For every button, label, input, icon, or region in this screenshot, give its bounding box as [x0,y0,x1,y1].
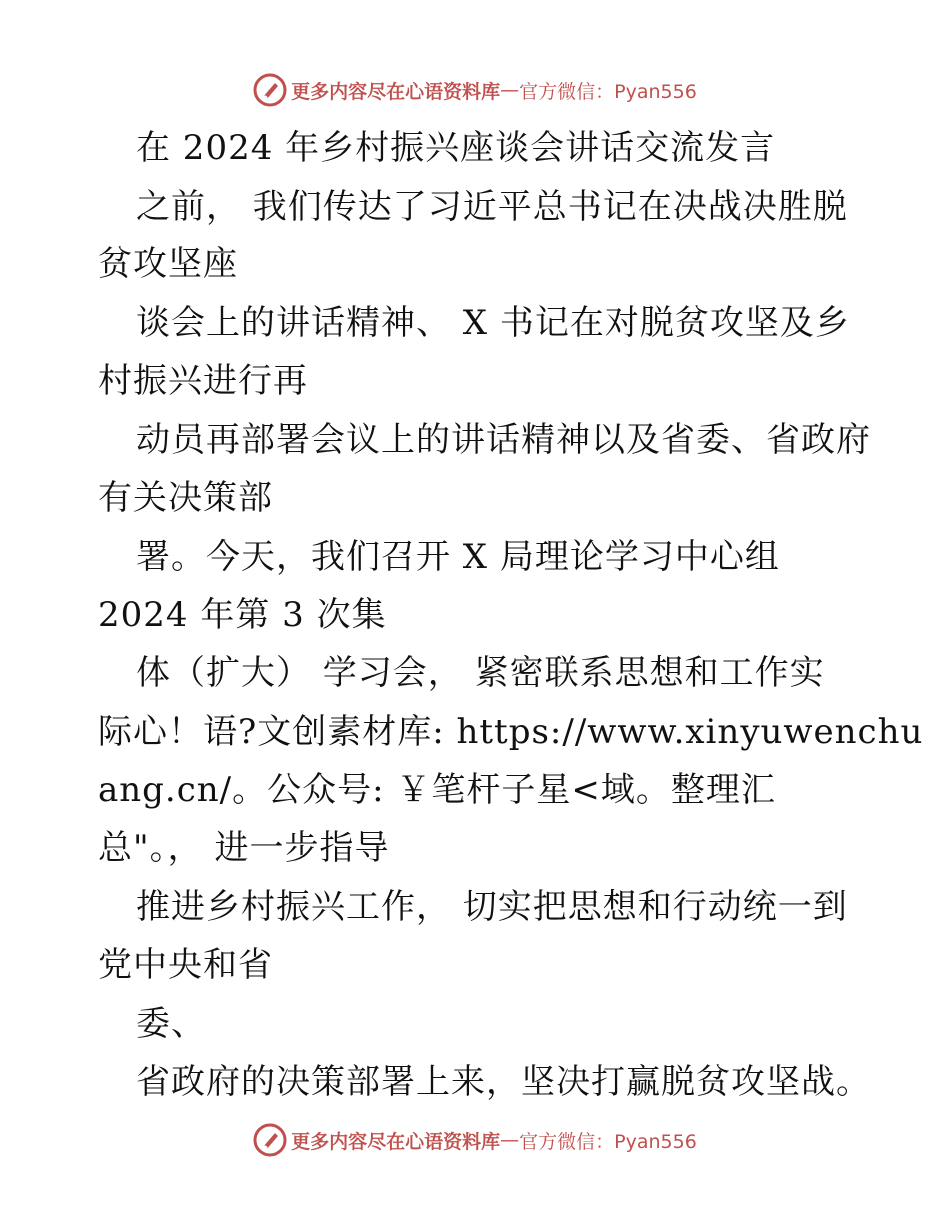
text-line-5: 村振兴进行再 [98,361,308,401]
watermark-brand: 更多内容尽在心语资料库 [291,80,501,103]
text-line-3: 贫攻坚座 [98,244,238,284]
text-line-6: 动员再部署会议上的讲话精神以及省委、省政府 [136,420,871,460]
text-line-7: 有关决策部 [98,478,273,518]
pen-nib-logo-icon [253,1123,287,1157]
text-line-12: ang.cn/。公众号: ￥笔杆子星<域。整理汇 [98,770,776,810]
text-line-16: 委、 [136,1004,206,1044]
text-line-13: 总"。， 进一步指导 [98,828,390,868]
text-line-15: 党中央和省 [98,945,273,985]
footer-watermark [0,1120,950,1160]
text-line-2: 之前， 我们传达了习近平总书记在决战决胜脱 [136,187,848,227]
text-line-9: 2024 年第 3 次集 [98,595,387,635]
text-line-10: 体（扩大） 学习会， 紧密联系思想和工作实 [136,653,825,693]
header-watermark [0,70,950,110]
text-line-14: 推进乡村振兴工作， 切实把思想和行动统一到 [136,887,848,927]
watermark-brand: 更多内容尽在心语资料库 [291,1130,501,1153]
text-line-11: 际心！语?文创素材库: https://www.xinyuwenchu [98,712,924,752]
watermark-wechat: 官方微信：Pyan556 [519,80,697,103]
text-line-17: 省政府的决策部署上来，坚决打赢脱贫攻坚战。 [136,1062,871,1102]
text-line-4: 谈会上的讲话精神、 X 书记在对脱贫攻坚及乡 [136,303,850,343]
pen-nib-logo-icon [253,73,287,107]
text-line-8: 署。今天，我们召开 X 局理论学习中心组 [136,537,780,577]
watermark-dash: — [500,79,520,101]
watermark-wechat: 官方微信：Pyan556 [519,1130,697,1153]
watermark-dash: — [500,1129,520,1151]
text-line-1: 在 2024 年乡村振兴座谈会讲话交流发言 [136,128,776,168]
